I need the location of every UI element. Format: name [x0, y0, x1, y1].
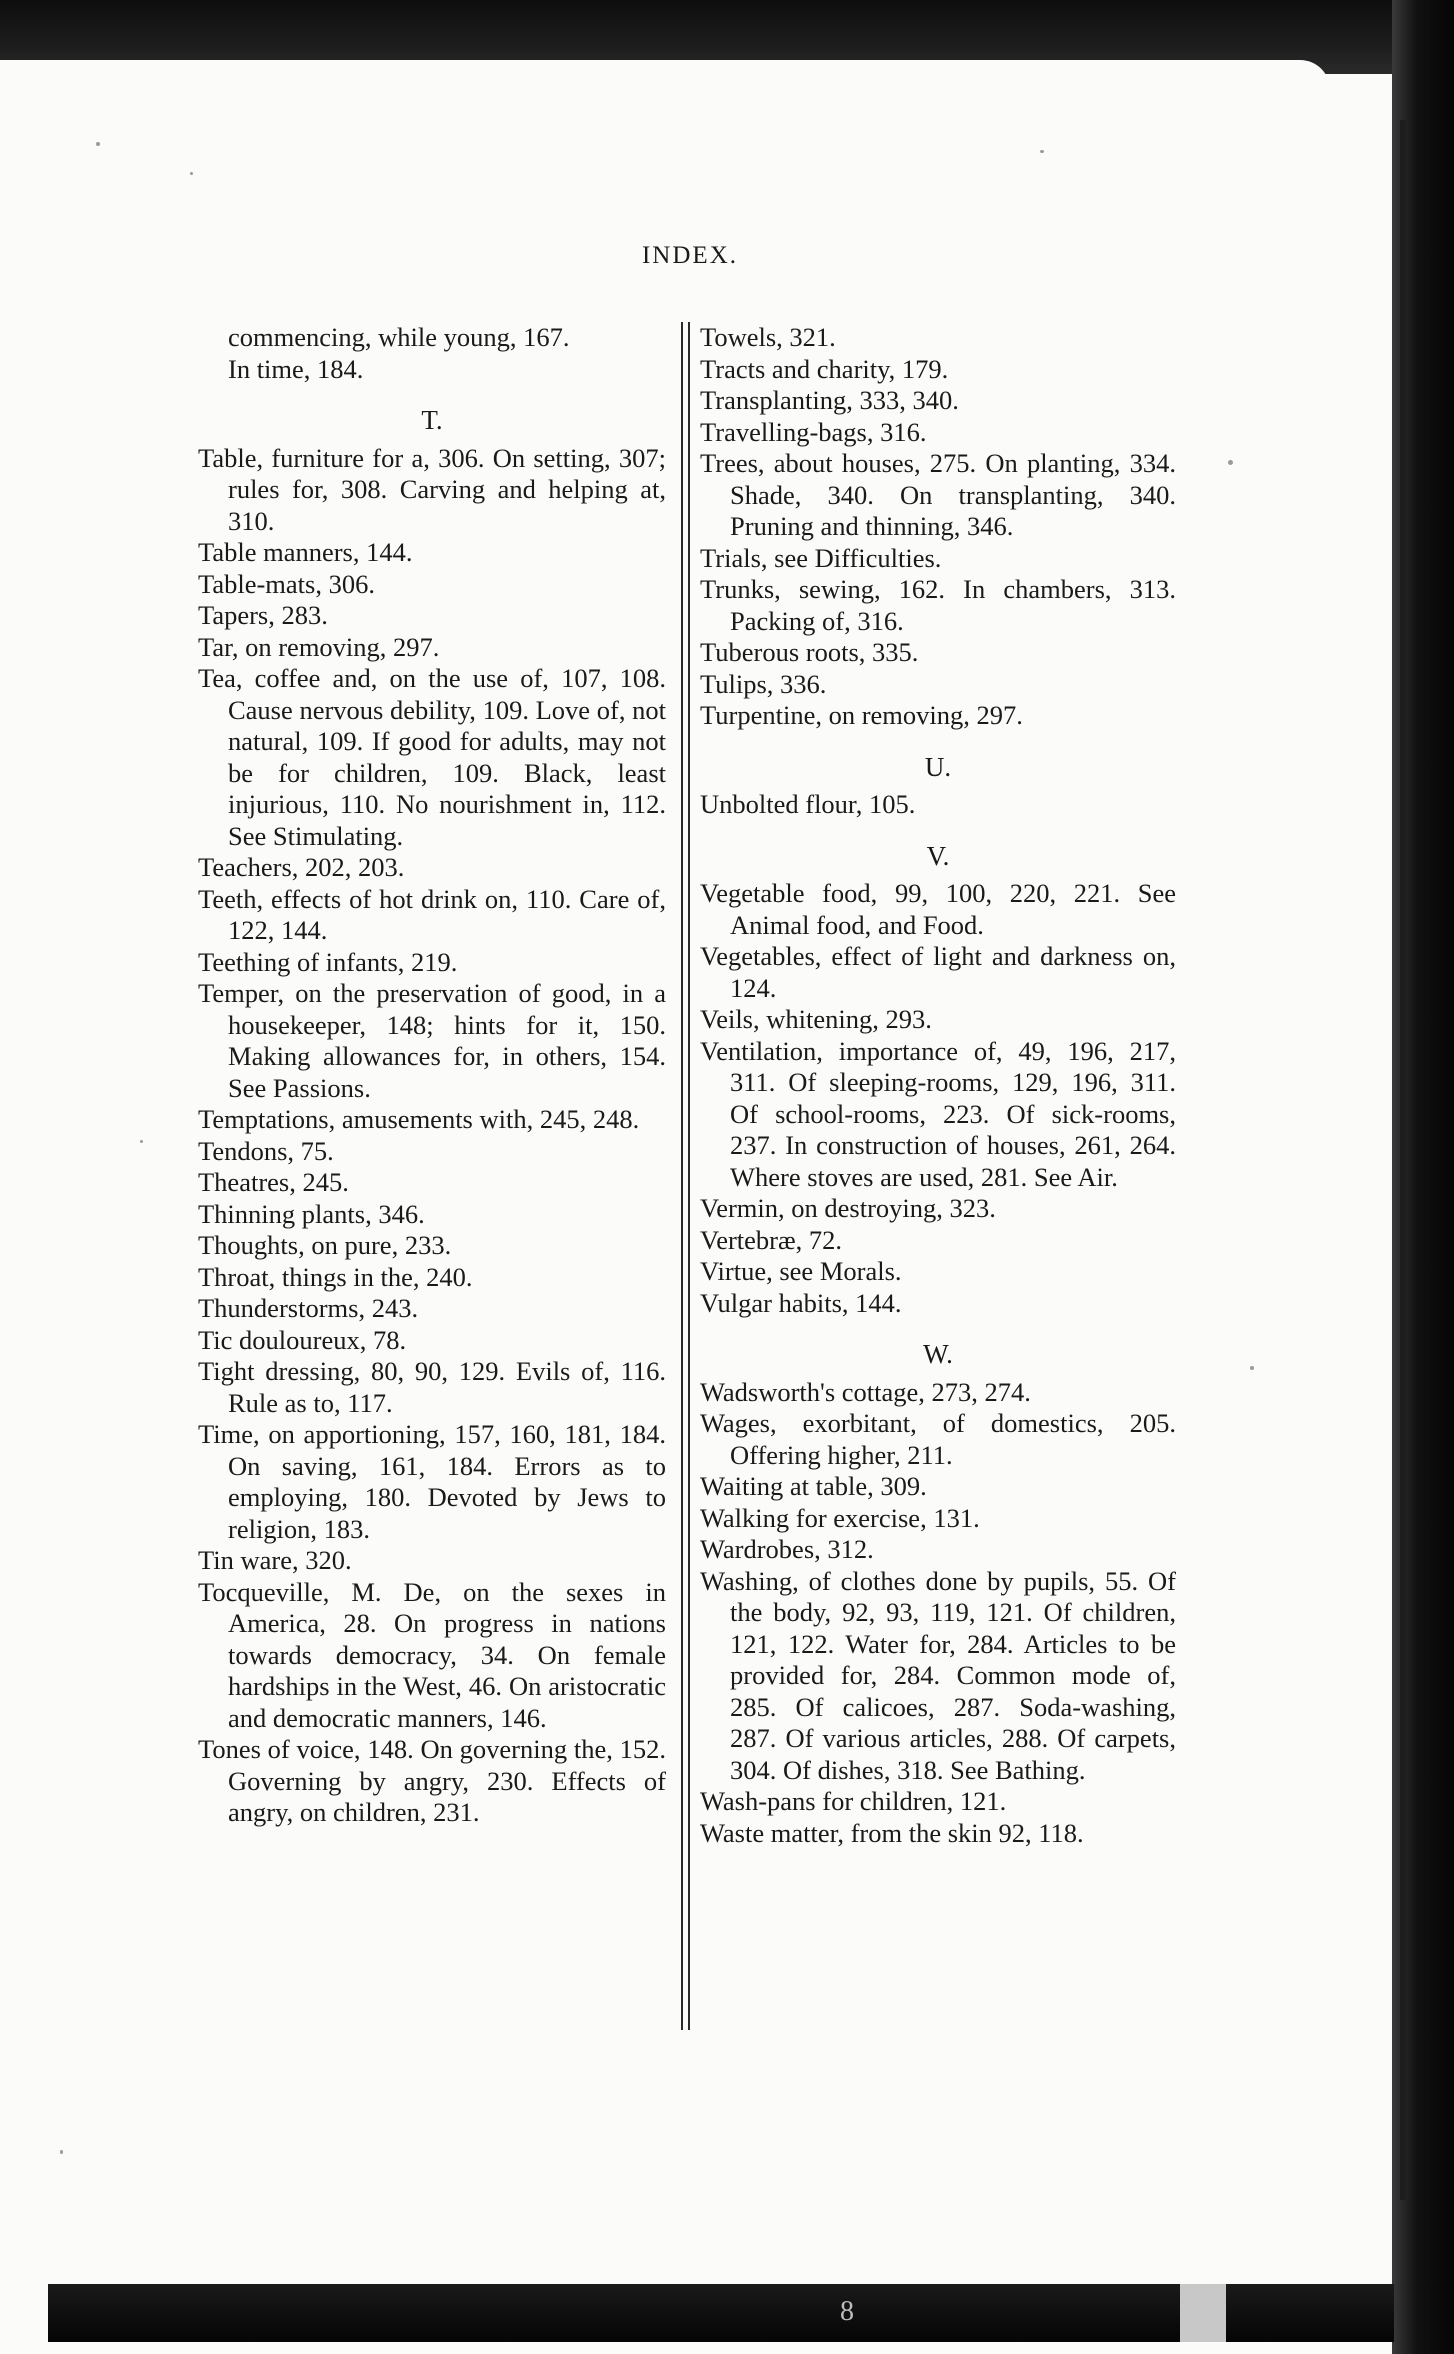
index-letter-heading: T.	[421, 405, 443, 435]
index-entry: Vegetable food, 99, 100, 220, 221. See Animal food, and Food.	[700, 878, 1176, 940]
index-entry: Tapers, 283.	[198, 600, 328, 630]
index-entry: Tracts and charity, 179.	[700, 353, 949, 384]
index-entry: Waste matter, from the skin 92, 118.	[700, 1817, 1084, 1848]
index-letter-heading: U.	[924, 751, 952, 782]
index-entry: Teachers, 202, 203.	[198, 852, 405, 882]
index-entry: Thoughts, on pure, 233.	[198, 1230, 452, 1260]
index-entry: Waiting at table, 309.	[700, 1471, 927, 1501]
index-entry: Table manners, 144.	[198, 537, 413, 567]
page-gutter-shadow	[1400, 120, 1406, 2200]
page-header: INDEX.	[641, 242, 738, 269]
index-entry: Time, on apportioning, 157, 160, 181, 184. On saving, 161, 184. Errors as to employing, 180. Devoted by Jews to religion, 183.	[198, 1419, 666, 1544]
index-entry: Tulips, 336.	[700, 668, 827, 699]
page-corner	[0, 60, 1330, 100]
index-entry: Vegetables, effect of light and darkness on, 124.	[700, 941, 1176, 1003]
index-entry: Tones of voice, 148. On governing the, 152. Governing by angry, 230. Effects of angry, on children, 231.	[198, 1734, 666, 1827]
column-rule	[688, 322, 690, 2030]
index-entry: Unbolted flour, 105.	[700, 789, 916, 819]
speck	[1228, 460, 1233, 465]
index-entry: Thunderstorms, 243.	[198, 1293, 419, 1323]
index-entry: Trees, about houses, 275. On planting, 334. Shade, 340. On transplanting, 340. Pruning and thinning, 346.	[700, 448, 1176, 541]
index-entry: Tin ware, 320.	[198, 1545, 352, 1575]
index-entry: Temptations, amusements with, 245, 248.	[198, 1104, 640, 1134]
index-letter-heading: W.	[923, 1339, 953, 1369]
index-entry: Theatres, 245.	[198, 1167, 349, 1197]
index-letter-heading: V.	[926, 840, 950, 871]
index-entry: Teeth, effects of hot drink on, 110. Care of, 122, 144.	[198, 883, 666, 945]
index-entry: Virtue, see Morals.	[700, 1256, 902, 1286]
index-entry: Trials, see Difficulties.	[700, 542, 942, 573]
index-entry: Walking for exercise, 131.	[700, 1502, 980, 1533]
signature-mark: 8	[840, 2296, 854, 2327]
speck	[190, 172, 193, 175]
index-entry: Tight dressing, 80, 90, 129. Evils of, 116. Rule as to, 117.	[198, 1356, 666, 1418]
index-entry: Throat, things in the, 240.	[198, 1261, 473, 1292]
index-entry: Washing, of clothes done by pupils, 55. Of the body, 92, 93, 119, 121. Of children, 121, 122. Water for, 284. Articles to be provided for, 284. Common mode of, 285. Of calicoes, 287. Soda-washing, 287. Of various articles, 288. Of carpets, 304. Of dishes, 318. See Bathing.	[700, 1565, 1176, 1785]
index-entry: Wash-pans for children, 121.	[700, 1786, 1007, 1816]
index-entry: Vulgar habits, 144.	[700, 1287, 902, 1318]
column-rule	[681, 322, 683, 2030]
index-entry: Tea, coffee and, on the use of, 107, 108. Cause nervous debility, 109. Love of, not natural, 109. If good for adults, may not be for children, 109. Black, least injurious, 110. No nourishment in, 112. See Stimulating.	[198, 663, 666, 851]
index-entry: Wadsworth's cottage, 273, 274.	[700, 1376, 1031, 1407]
index-entry: Tuberous roots, 335.	[700, 637, 919, 667]
scan-edge-gap	[1180, 2284, 1226, 2342]
index-entry: Table-mats, 306.	[198, 568, 375, 599]
index-entry: Tic douloureux, 78.	[198, 1324, 407, 1355]
index-entry: In time, 184.	[228, 353, 364, 384]
index-entry: Thinning plants, 346.	[198, 1198, 425, 1229]
index-entry: Veils, whitening, 293.	[700, 1004, 932, 1034]
index-entry: Transplanting, 333, 340.	[700, 385, 959, 415]
index-entry: Tendons, 75.	[198, 1135, 334, 1166]
index-entry: Tar, on removing, 297.	[198, 631, 440, 662]
index-entry: Temper, on the preservation of good, in a housekeeper, 148; hints for it, 150. Making allowances for, in others, 154. See Passions.	[198, 978, 666, 1103]
speck	[96, 142, 100, 146]
index-column-left	[198, 322, 666, 1829]
speck	[60, 2150, 63, 2154]
index-entry: Teething of infants, 219.	[198, 946, 458, 977]
index-entry: commencing, while young, 167.	[228, 322, 570, 352]
index-entry: Wages, exorbitant, of domestics, 205. Offering higher, 211.	[700, 1408, 1176, 1470]
index-entry: Towels, 321.	[700, 322, 836, 352]
index-column-right	[700, 322, 1176, 1849]
index-entry: Ventilation, importance of, 49, 196, 217, 311. Of sleeping-rooms, 129, 196, 311. Of school-rooms, 223. Of sick-rooms, 237. In construction of houses, 261, 264. Where stoves are used, 281. See Air.	[700, 1035, 1176, 1192]
index-entry: Travelling-bags, 316.	[700, 416, 927, 447]
index-entry: Wardrobes, 312.	[700, 1534, 874, 1564]
speck	[1040, 150, 1044, 153]
index-entry: Vermin, on destroying, 323.	[700, 1193, 996, 1223]
index-entry: Turpentine, on removing, 297.	[700, 700, 1023, 730]
index-entry: Vertebræ, 72.	[700, 1224, 843, 1255]
speck	[140, 1140, 143, 1143]
speck	[1250, 1366, 1254, 1370]
index-entry: Table, furniture for a, 306. On setting, 307; rules for, 308. Carving and helping at, 310.	[198, 442, 666, 536]
index-entry: Tocqueville, M. De, on the sexes in America, 28. On progress in nations towards democracy, 34. On female hardships in the West, 46. On aristocratic and democratic manners, 146.	[198, 1576, 666, 1733]
index-entry: Trunks, sewing, 162. In chambers, 313. Packing of, 316.	[700, 574, 1176, 636]
